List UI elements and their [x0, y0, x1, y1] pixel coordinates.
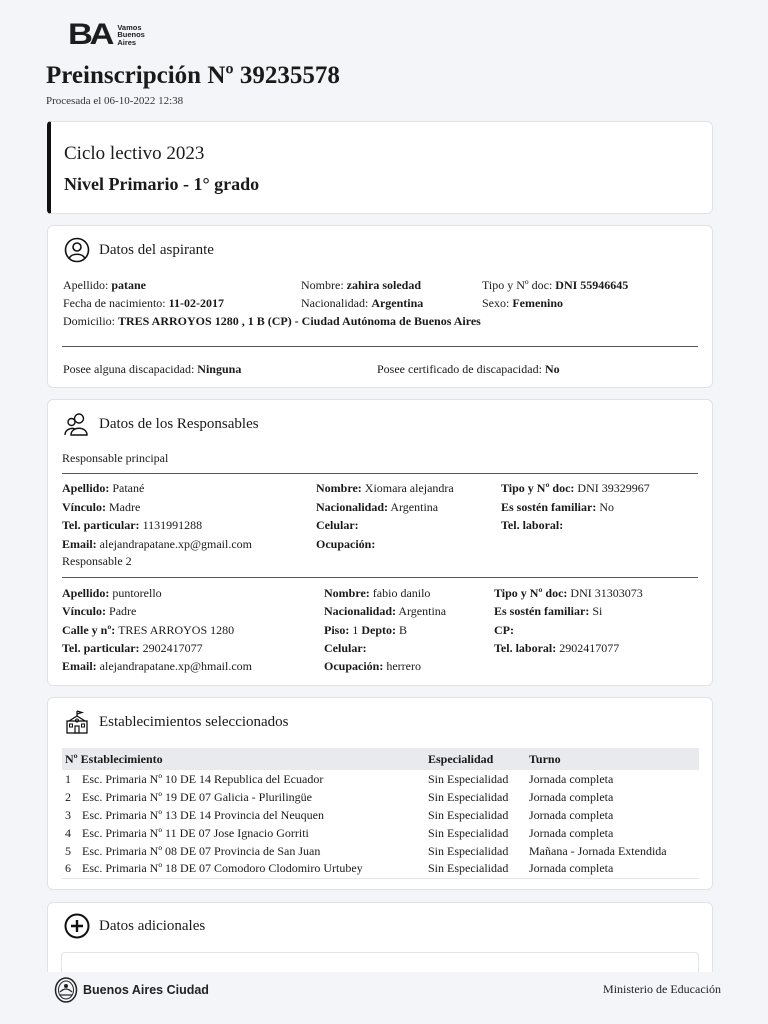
ciclo-year: Ciclo lectivo 2023 — [64, 143, 205, 164]
table-row — [62, 860, 699, 878]
value: B — [399, 623, 408, 637]
r1-nacionalidad — [316, 500, 438, 515]
col-header-num: Nº — [65, 752, 78, 766]
cell-establecimiento: Esc. Primaria Nº 19 DE 07 Galicia - Plurilingüe — [82, 789, 313, 804]
cell-establecimiento: Esc. Primaria Nº 08 DE 07 Provincia de San Juan — [82, 843, 321, 858]
r2-nacionalidad — [324, 604, 446, 619]
value: Femenino — [512, 296, 564, 310]
value: fabio danilo — [372, 586, 431, 600]
establecimientos-heading — [64, 709, 289, 735]
cell-turno: Jornada completa — [529, 789, 614, 804]
r2-doc — [494, 586, 643, 601]
brand-line: Buenos — [117, 30, 145, 40]
r2-cp — [494, 623, 514, 638]
cell-establecimiento: Esc. Primaria Nº 11 DE 07 Jose Ignacio Gorriti — [82, 825, 309, 840]
cell-num: 1 — [65, 771, 71, 786]
r2-tel — [62, 641, 203, 656]
brand-line: Vamos — [117, 22, 142, 32]
r2-calle — [62, 623, 234, 638]
adicionales-content — [47, 952, 713, 972]
label: Tel. particular: — [62, 518, 140, 532]
label: Ocupación: — [316, 537, 376, 551]
r2-celular — [324, 641, 367, 656]
ciclo-level: Nivel Primario - 1° grado — [64, 174, 260, 194]
value: TRES ARROYOS 1280 — [118, 623, 235, 637]
field-nacimiento — [63, 296, 224, 311]
r2-laboral — [494, 641, 619, 656]
brand-mark: BA — [68, 18, 111, 51]
value: herrero — [386, 659, 421, 673]
r2-ocupacion — [324, 659, 421, 674]
establecimientos-table — [62, 748, 699, 879]
label: Calle y nº: — [62, 623, 116, 637]
footer — [0, 972, 768, 1024]
field-discapacidad — [63, 362, 241, 377]
label: Apellido: — [63, 278, 109, 292]
cell-turno: Jornada completa — [529, 807, 614, 822]
r2-piso-depto — [324, 623, 407, 638]
section-title: Datos del aspirante — [99, 241, 214, 258]
value: Padre — [109, 604, 137, 618]
label: Email: — [62, 537, 97, 551]
label: Tipo y Nº doc: — [482, 278, 553, 292]
label: Depto: — [361, 623, 397, 637]
cell-turno: Mañana - Jornada Extendida — [529, 843, 667, 858]
label: Apellido: — [62, 481, 110, 495]
label: Nacionalidad: — [301, 296, 369, 310]
r2-apellido — [62, 586, 162, 601]
user-circle-icon — [64, 237, 90, 263]
responsable-principal-title: Responsable principal — [62, 451, 169, 465]
footer-brand-text: Buenos Aires Ciudad — [83, 983, 209, 997]
field-sexo — [482, 296, 563, 311]
aspirante-heading — [64, 237, 214, 263]
field-apellido — [63, 278, 146, 293]
value: Madre — [109, 500, 141, 514]
label: Email: — [62, 659, 97, 673]
field-nacionalidad — [301, 296, 423, 311]
label: Posee alguna discapacidad: — [63, 362, 195, 376]
r1-vinculo — [62, 500, 140, 515]
table-row — [62, 842, 699, 860]
value: Argentina — [390, 500, 439, 514]
table-row — [62, 824, 699, 842]
value: Patané — [112, 481, 145, 495]
value: No — [599, 500, 614, 514]
label: Ocupación: — [324, 659, 384, 673]
label: Tel. laboral: — [494, 641, 557, 655]
label: Vínculo: — [62, 604, 107, 618]
value: Argentina — [371, 296, 424, 310]
label: Nombre: — [324, 586, 370, 600]
table-row — [62, 788, 699, 806]
label: Es sostén familiar: — [501, 500, 597, 514]
cell-especialidad: Sin Especialidad — [428, 807, 509, 822]
cell-especialidad: Sin Especialidad — [428, 843, 509, 858]
footer-ministry: Ministerio de Educación — [603, 982, 721, 996]
cell-turno: Jornada completa — [529, 825, 614, 840]
aspirante-card — [47, 225, 713, 388]
footer-brand — [54, 977, 209, 1003]
value: DNI 31303073 — [570, 586, 643, 600]
field-certificado — [377, 362, 560, 377]
value: Ninguna — [197, 362, 242, 376]
plus-circle-icon — [64, 913, 90, 939]
divider — [62, 577, 698, 578]
responsables-heading — [64, 411, 259, 437]
r2-vinculo — [62, 604, 136, 619]
cell-establecimiento: Esc. Primaria Nº 10 DE 14 Republica del Ecuador — [82, 771, 324, 786]
col-header-label: Establecimiento — [80, 752, 163, 766]
label: CP: — [494, 623, 514, 637]
label: Es sostén familiar: — [494, 604, 590, 618]
r1-laboral — [501, 518, 563, 533]
section-title: Datos de los Responsables — [99, 415, 259, 432]
col-header-turno: Turno — [529, 752, 561, 766]
label: Celular: — [316, 518, 359, 532]
table-header-row — [62, 748, 699, 770]
value: 2902417077 — [142, 641, 203, 655]
label: Domicilio: — [63, 314, 115, 328]
responsables-card — [47, 399, 713, 686]
cell-establecimiento: Esc. Primaria Nº 18 DE 07 Comodoro Clodomiro Urtubey — [82, 861, 363, 876]
page-title: Preinscripción Nº 39235578 — [46, 62, 340, 89]
value: 1 — [352, 623, 359, 637]
r1-sosten — [501, 500, 614, 515]
label: Tel. particular: — [62, 641, 140, 655]
cell-establecimiento: Esc. Primaria Nº 13 DE 14 Provincia del Neuquen — [82, 807, 324, 822]
value: DNI 39329967 — [577, 481, 650, 495]
label: Apellido: — [62, 586, 110, 600]
label: Posee certificado de discapacidad: — [377, 362, 542, 376]
cell-num: 4 — [65, 825, 71, 840]
cell-turno: Jornada completa — [529, 771, 614, 786]
value: alejandrapatane.xp@hmail.com — [99, 659, 252, 673]
value: zahira soledad — [346, 278, 421, 292]
r2-sosten — [494, 604, 602, 619]
value: patane — [111, 278, 146, 292]
label: Tipo y Nº doc: — [494, 586, 568, 600]
field-domicilio — [63, 314, 481, 329]
users-icon — [64, 411, 90, 437]
cell-especialidad: Sin Especialidad — [428, 861, 509, 876]
adicionales-inner-box — [61, 952, 699, 972]
processed-date: Procesada el 06-10-2022 12:38 — [46, 95, 184, 107]
value: No — [544, 362, 560, 376]
field-doc — [482, 278, 628, 293]
label: Piso: — [324, 623, 350, 637]
school-icon — [64, 709, 90, 735]
value: Argentina — [398, 604, 447, 618]
label: Nacionalidad: — [316, 500, 389, 514]
value: TRES ARROYOS 1280 , 1 B (CP) - Ciudad Autónoma de Buenos Aires — [118, 314, 481, 328]
section-title: Datos adicionales — [99, 917, 206, 934]
label: Nacionalidad: — [324, 604, 397, 618]
brand-text — [117, 24, 145, 47]
section-title: Establecimientos seleccionados — [99, 713, 289, 730]
r2-email — [62, 659, 252, 674]
value: 2902417077 — [559, 641, 620, 655]
cell-especialidad: Sin Especialidad — [428, 825, 509, 840]
label: Sexo: — [482, 296, 510, 310]
adicionales-heading — [64, 913, 205, 939]
cell-num: 6 — [65, 861, 71, 876]
r1-apellido — [62, 481, 144, 496]
value: 11-02-2017 — [168, 296, 224, 310]
r1-celular — [316, 518, 359, 533]
r1-tel — [62, 518, 202, 533]
brand-line: Aires — [117, 37, 137, 47]
col-header-establecimiento — [62, 748, 425, 770]
cell-num: 2 — [65, 789, 71, 804]
value: Si — [592, 604, 603, 618]
r1-email — [62, 537, 252, 552]
label: Nombre: — [301, 278, 344, 292]
brand-logo — [68, 20, 145, 50]
field-nombre — [301, 278, 421, 293]
cell-turno: Jornada completa — [529, 861, 614, 876]
label: Vínculo: — [62, 500, 107, 514]
cell-especialidad: Sin Especialidad — [428, 789, 509, 804]
city-shield-icon — [54, 977, 78, 1003]
label: Tipo y Nº doc: — [501, 481, 575, 495]
label: Fecha de nacimiento: — [63, 296, 166, 310]
value: Xiomara alejandra — [364, 481, 454, 495]
table-row — [62, 770, 699, 788]
value: DNI 55946645 — [555, 278, 629, 292]
cell-num: 3 — [65, 807, 71, 822]
cell-especialidad: Sin Especialidad — [428, 771, 509, 786]
value: puntorello — [112, 586, 162, 600]
value: alejandrapatane.xp@gmail.com — [99, 537, 252, 551]
value: 1131991288 — [142, 518, 203, 532]
divider — [62, 473, 698, 474]
r1-doc — [501, 481, 650, 496]
responsable-2-title: Responsable 2 — [62, 554, 132, 568]
cell-num: 5 — [65, 843, 71, 858]
label: Celular: — [324, 641, 367, 655]
r1-nombre — [316, 481, 454, 496]
col-header-especialidad: Especialidad — [428, 752, 494, 766]
r2-nombre — [324, 586, 430, 601]
label: Tel. laboral: — [501, 518, 564, 532]
label: Nombre: — [316, 481, 362, 495]
r1-ocupacion — [316, 537, 375, 552]
ciclo-card — [47, 121, 713, 214]
table-row — [62, 806, 699, 824]
divider — [62, 346, 698, 347]
establecimientos-card — [47, 697, 713, 890]
